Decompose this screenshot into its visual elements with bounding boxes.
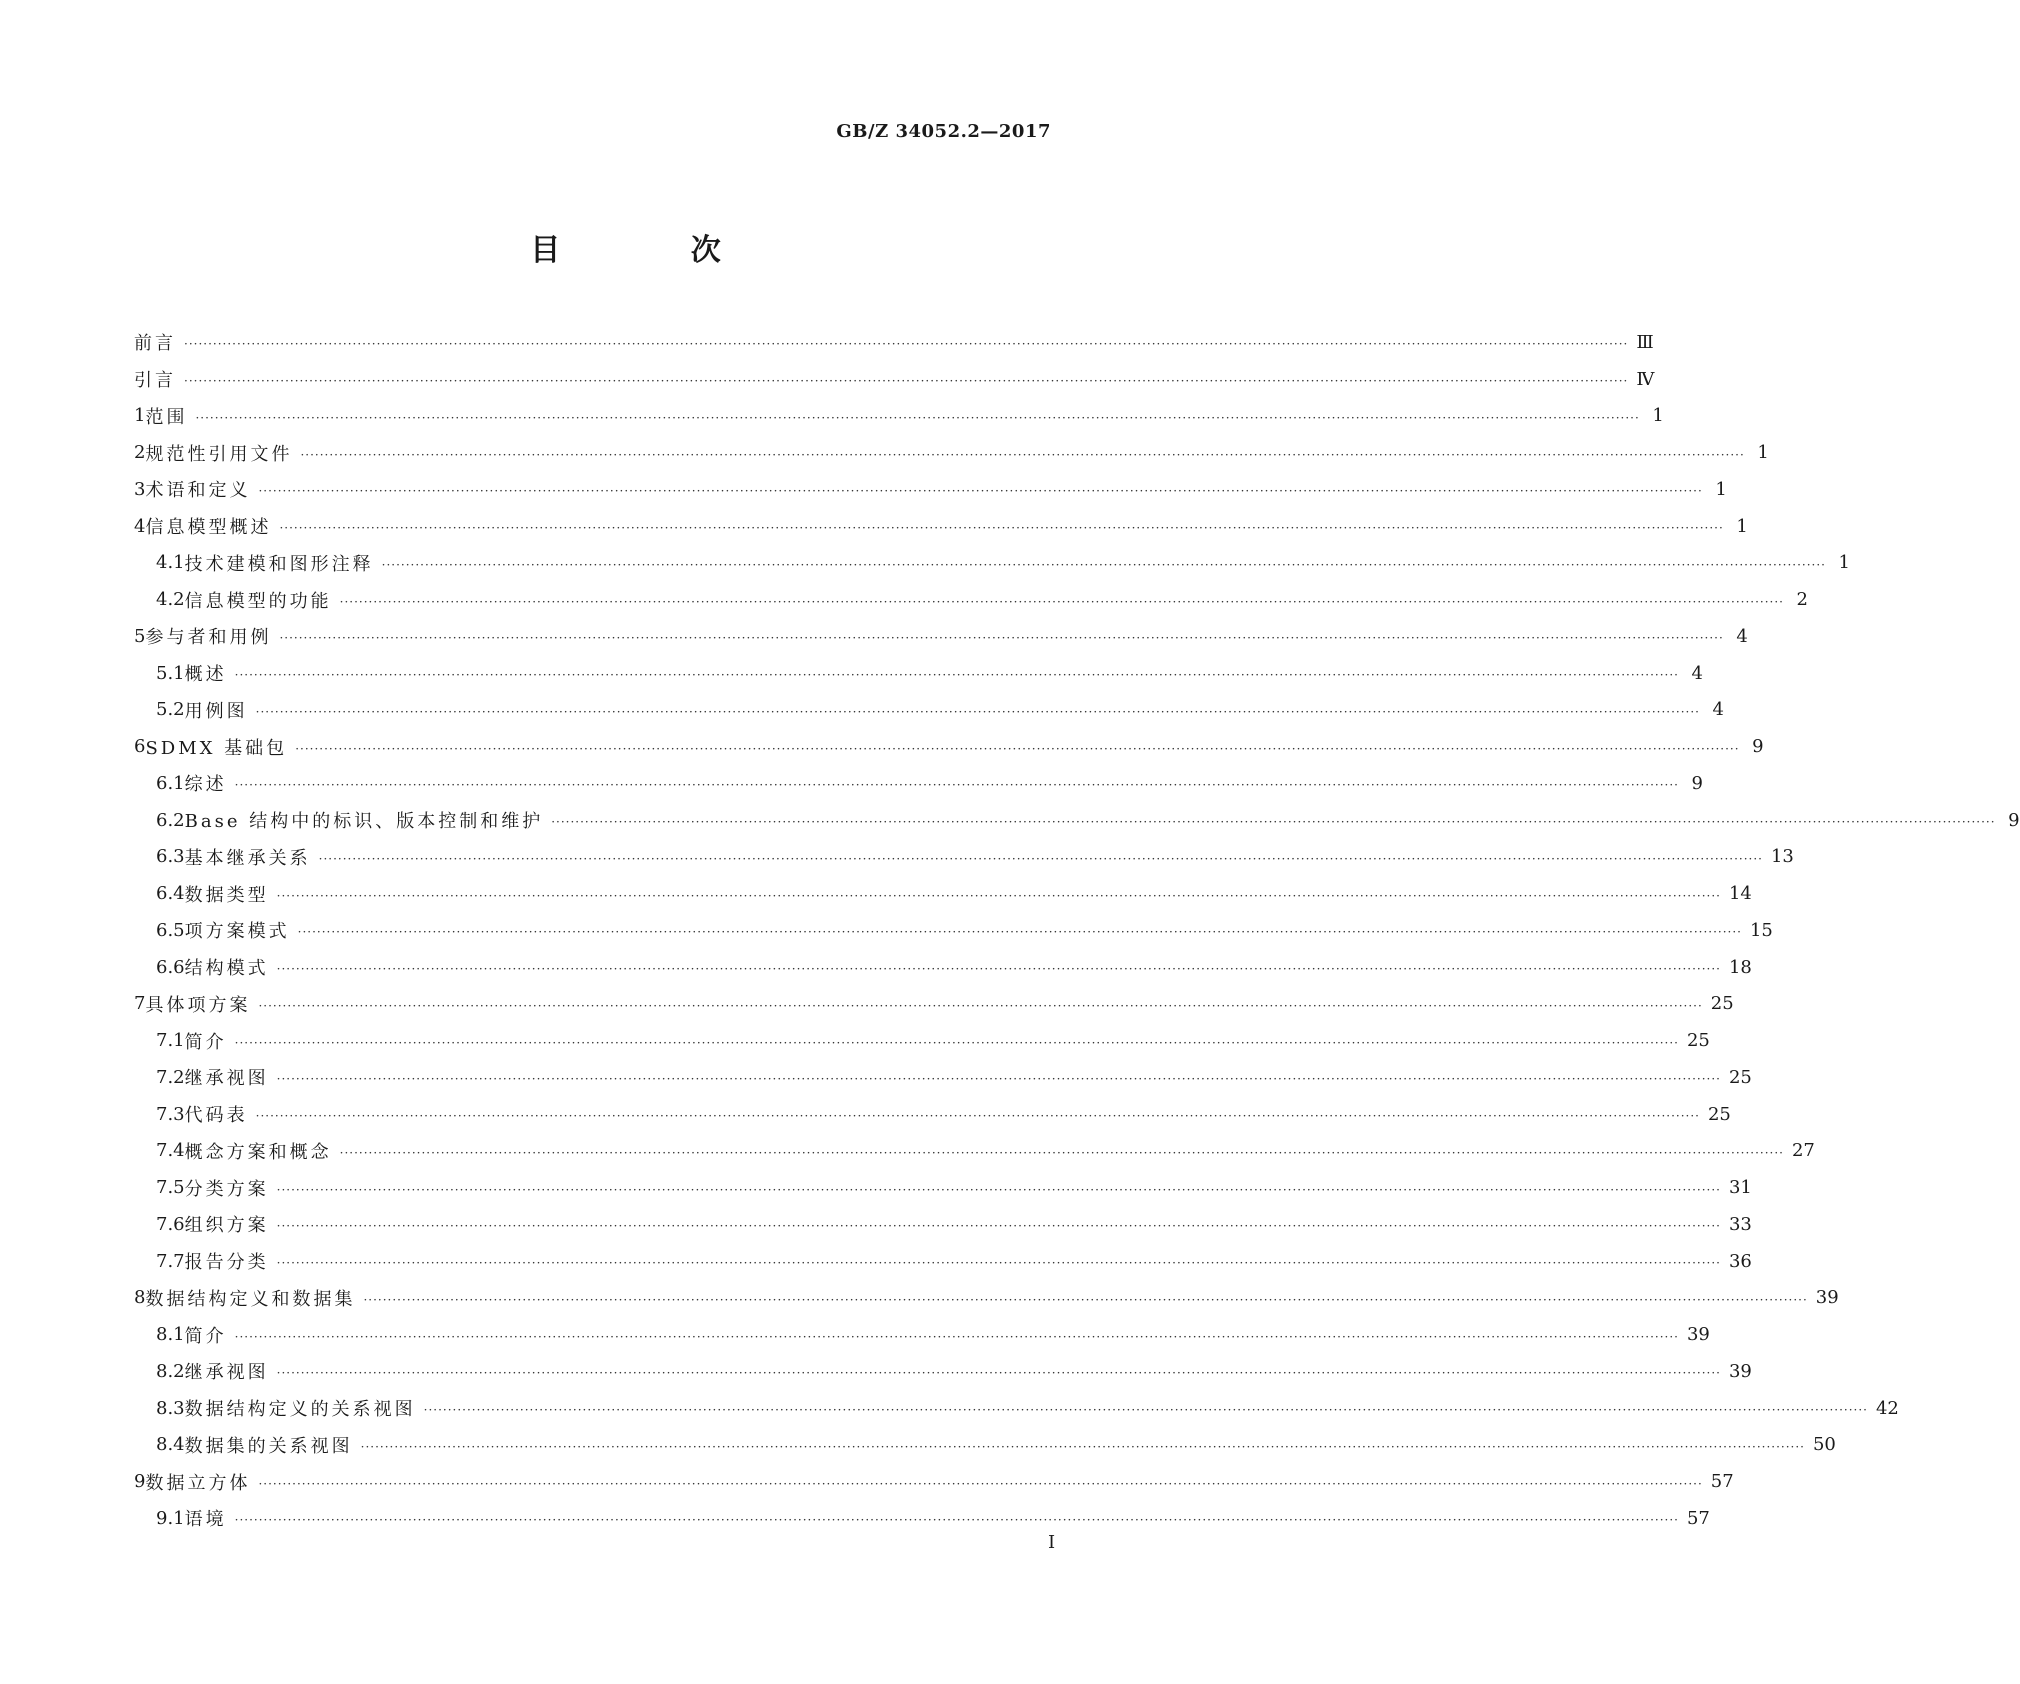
toc-entry[interactable] [134, 581, 1808, 618]
toc-entry-page: 39 [1728, 1360, 1752, 1382]
toc-entry-title: 简介 [184, 1031, 227, 1053]
toc-entry[interactable] [134, 1353, 1752, 1390]
toc-entry[interactable] [134, 1096, 1731, 1133]
toc-entry-number: 8.2 [156, 1360, 185, 1382]
toc-entry-page: 25 [1707, 1103, 1731, 1125]
toc-entry-page: 4 [1736, 625, 1748, 647]
toc-entry-title: 基本继承关系 [184, 847, 311, 869]
toc-entry[interactable] [134, 1463, 1734, 1500]
toc-leader-dots: ············································································································································································································································································································ [300, 447, 1745, 462]
page-title: 目 次 [530, 233, 781, 268]
page-number: I [1048, 1532, 1056, 1553]
toc-entry-title: 综述 [184, 774, 227, 796]
toc-entry-page: 50 [1812, 1434, 1836, 1456]
toc-leader-dots: ············································································································································································································································································································ [195, 410, 1640, 425]
toc-leader-dots: ············································································································································································································································································································ [184, 374, 1629, 389]
toc-entry-title: 数据类型 [184, 884, 269, 906]
toc-entry-title: 具体项方案 [145, 994, 251, 1016]
toc-leader-dots: ············································································································································································································································································································ [339, 1145, 1784, 1160]
toc-leader-dots: ············································································································································································································································································································ [276, 1219, 1721, 1234]
toc-leader-dots: ············································································································································································································································································································ [360, 1439, 1805, 1454]
toc-entry-title: 代码表 [184, 1105, 248, 1127]
toc-entry-title: 项方案模式 [184, 921, 290, 943]
toc-leader-dots: ············································································································································································································································································································ [276, 1182, 1721, 1197]
toc-entry[interactable] [134, 655, 1703, 692]
toc-entry-page: 15 [1749, 919, 1773, 941]
toc-entry-number: 1 [134, 405, 146, 427]
toc-leader-dots: ············································································································································································································································································································ [276, 1072, 1721, 1087]
toc-entry-title: 数据结构定义和数据集 [145, 1288, 356, 1310]
toc-entry-page: 1 [1652, 405, 1664, 427]
toc-entry-page: 25 [1686, 1030, 1710, 1052]
toc-entry[interactable] [134, 1500, 1710, 1537]
toc-entry[interactable] [134, 434, 1769, 471]
toc-entry-title: 术语和定义 [145, 480, 251, 502]
toc-leader-dots: ············································································································································································································································································································ [276, 1366, 1721, 1381]
toc-entry-page: 9 [2008, 809, 2020, 831]
toc-entry[interactable] [134, 765, 1703, 802]
toc-leader-dots: ············································································································································································································································································································ [234, 1035, 1679, 1050]
toc-entry-number: 5.1 [156, 662, 185, 684]
toc-entry-number: 6.2 [156, 809, 185, 831]
toc-entry-page: 57 [1710, 1471, 1734, 1493]
toc-entry-page: 13 [1770, 846, 1794, 868]
toc-entry[interactable] [134, 728, 1764, 765]
toc-entry-title: 引言 [134, 370, 176, 392]
toc-entry[interactable] [134, 1316, 1710, 1353]
toc-entry[interactable] [134, 361, 1655, 398]
toc-entry-title: 语境 [184, 1509, 227, 1531]
toc-entry-page: 18 [1728, 956, 1752, 978]
toc-entry[interactable] [134, 1022, 1710, 1059]
toc-entry[interactable] [134, 1206, 1752, 1243]
toc-leader-dots: ············································································································································································································································································································ [234, 668, 1679, 683]
toc-entry-page: 25 [1728, 1066, 1752, 1088]
toc-entry[interactable] [134, 508, 1748, 545]
toc-leader-dots: ············································································································································································································································································································ [295, 741, 1740, 756]
toc-entry-page: 27 [1791, 1140, 1815, 1162]
toc-entry-title: Base 结构中的标识、版本控制和维护 [184, 811, 544, 833]
toc-entry[interactable] [134, 1059, 1752, 1096]
toc-leader-dots: ············································································································································································································································································································ [318, 851, 1763, 866]
toc-entry-number: 6 [134, 736, 146, 758]
toc-leader-dots: ············································································································································································································································································································ [381, 557, 1826, 572]
toc-entry[interactable] [134, 802, 2020, 839]
toc-entry-number: 9 [134, 1471, 146, 1493]
toc-entry-page: Ⅳ [1636, 368, 1655, 390]
toc-entry-title: 信息模型的功能 [184, 590, 332, 612]
toc-entry-title: 概述 [184, 664, 227, 686]
toc-entry-page: 2 [1796, 589, 1808, 611]
toc-entry-page: 1 [1838, 552, 1850, 574]
toc-entry-title: 报告分类 [184, 1252, 269, 1274]
toc-entry-number: 5 [134, 625, 146, 647]
toc-entry-page: 1 [1757, 442, 1769, 464]
toc-entry-number: 7.2 [156, 1066, 185, 1088]
toc-leader-dots: ············································································································································································································································································································ [276, 888, 1721, 903]
toc-entry-number: 6.1 [156, 772, 185, 794]
toc-entry[interactable] [134, 912, 1773, 949]
toc-entry-number: 7.5 [156, 1177, 185, 1199]
toc-entry-title: 信息模型概述 [145, 517, 272, 539]
toc-entry-title: 简介 [184, 1325, 227, 1347]
toc-entry-title: 数据立方体 [145, 1472, 251, 1494]
toc-entry-page: Ⅲ [1636, 331, 1654, 353]
toc-entry-page: 42 [1875, 1397, 1899, 1419]
toc-entry-page: 39 [1686, 1324, 1710, 1346]
toc-entry[interactable] [134, 692, 1724, 729]
toc-entry-page: 1 [1736, 515, 1748, 537]
toc-entry-number: 5.2 [156, 699, 185, 721]
table-of-contents [134, 324, 2020, 1537]
toc-entry[interactable] [134, 1243, 1752, 1280]
toc-entry[interactable] [134, 618, 1748, 655]
toc-entry-page: 57 [1686, 1507, 1710, 1529]
toc-entry-page: 36 [1728, 1250, 1752, 1272]
toc-entry-page: 9 [1691, 772, 1703, 794]
toc-entry-title: 概念方案和概念 [184, 1141, 332, 1163]
toc-entry-title: 参与者和用例 [145, 627, 272, 649]
toc-leader-dots: ············································································································································································································································································································ [234, 1513, 1679, 1528]
toc-entry-title: 规范性引用文件 [145, 443, 293, 465]
toc-entry-title: 组织方案 [184, 1215, 269, 1237]
toc-entry-number: 4.2 [156, 589, 185, 611]
toc-entry-title: 数据集的关系视图 [184, 1435, 353, 1457]
toc-leader-dots: ············································································································································································································································································································ [184, 337, 1629, 352]
standard-code: GB/Z 34052.2—2017 [836, 121, 1051, 142]
toc-entry[interactable] [134, 471, 1727, 508]
toc-leader-dots: ············································································································································································································································································································ [255, 704, 1700, 719]
toc-leader-dots: ············································································································································································································································································································ [423, 1403, 1868, 1418]
toc-leader-dots: ············································································································································································································································································································ [363, 1292, 1808, 1307]
toc-entry-number: 4.1 [156, 552, 185, 574]
toc-entry[interactable] [134, 839, 1794, 876]
toc-entry-number: 7.3 [156, 1103, 185, 1125]
toc-leader-dots: ············································································································································································································································································································ [279, 631, 1724, 646]
toc-entry-page: 4 [1691, 662, 1703, 684]
toc-leader-dots: ············································································································································································································································································································ [258, 1476, 1703, 1491]
toc-entry[interactable] [134, 1427, 1836, 1464]
toc-leader-dots: ············································································································································································································································································································ [276, 962, 1721, 977]
toc-entry-number: 2 [134, 442, 146, 464]
toc-entry[interactable] [134, 986, 1734, 1023]
toc-entry-number: 8.4 [156, 1434, 185, 1456]
toc-entry-page: 25 [1710, 993, 1734, 1015]
toc-entry-number: 7 [134, 993, 146, 1015]
toc-leader-dots: ············································································································································································································································································································ [258, 998, 1703, 1013]
toc-entry-title: 数据结构定义的关系视图 [184, 1399, 416, 1421]
toc-entry-number: 6.3 [156, 846, 185, 868]
toc-entry-title: 技术建模和图形注释 [184, 553, 374, 575]
toc-entry-number: 7.7 [156, 1250, 185, 1272]
toc-entry-number: 7.6 [156, 1213, 185, 1235]
toc-entry[interactable] [134, 875, 1752, 912]
toc-entry-page: 31 [1728, 1177, 1752, 1199]
toc-entry[interactable] [134, 1169, 1752, 1206]
toc-leader-dots: ············································································································································································································································································································ [255, 1109, 1700, 1124]
toc-entry-title: 分类方案 [184, 1178, 269, 1200]
toc-entry-title: 结构模式 [184, 958, 269, 980]
toc-entry-page: 14 [1728, 883, 1752, 905]
toc-entry-title: 范围 [145, 406, 188, 428]
toc-entry-number: 7.4 [156, 1140, 185, 1162]
toc-leader-dots: ············································································································································································································································································································ [297, 925, 1742, 940]
toc-entry-title: 前言 [134, 333, 176, 355]
toc-leader-dots: ············································································································································································································································································································ [234, 778, 1679, 793]
toc-entry[interactable] [134, 324, 1654, 361]
toc-entry-number: 6.4 [156, 883, 185, 905]
toc-entry-page: 33 [1728, 1213, 1752, 1235]
toc-entry-number: 8 [134, 1287, 146, 1309]
toc-entry-title: 继承视图 [184, 1068, 269, 1090]
toc-entry[interactable] [134, 1280, 1839, 1317]
toc-entry-page: 9 [1752, 736, 1764, 758]
toc-entry-number: 6.5 [156, 919, 185, 941]
toc-leader-dots: ············································································································································································································································································································ [276, 1256, 1721, 1271]
toc-entry-number: 3 [134, 478, 146, 500]
toc-entry-number: 6.6 [156, 956, 185, 978]
toc-entry-title: 继承视图 [184, 1362, 269, 1384]
toc-entry-title: 用例图 [184, 700, 248, 722]
toc-leader-dots: ············································································································································································································································································································ [234, 1329, 1679, 1344]
toc-entry-number: 7.1 [156, 1030, 185, 1052]
toc-leader-dots: ············································································································································································································································································································ [258, 484, 1703, 499]
toc-entry-page: 39 [1815, 1287, 1839, 1309]
toc-entry-title: SDMX 基础包 [145, 737, 288, 759]
toc-entry[interactable] [134, 1390, 1899, 1427]
toc-entry[interactable] [134, 949, 1752, 986]
toc-entry-number: 4 [134, 515, 146, 537]
toc-entry-page: 4 [1712, 699, 1724, 721]
toc-entry-number: 8.3 [156, 1397, 185, 1419]
toc-entry[interactable] [134, 545, 1850, 582]
toc-entry[interactable] [134, 398, 1664, 435]
toc-entry-number: 9.1 [156, 1507, 185, 1529]
toc-leader-dots: ············································································································································································································································································································ [339, 594, 1784, 609]
toc-entry[interactable] [134, 1133, 1815, 1170]
toc-entry-page: 1 [1715, 478, 1727, 500]
toc-leader-dots: ············································································································································································································································································································ [279, 521, 1724, 536]
toc-entry-number: 8.1 [156, 1324, 185, 1346]
toc-leader-dots: ············································································································································································································································································································ [551, 815, 1996, 830]
